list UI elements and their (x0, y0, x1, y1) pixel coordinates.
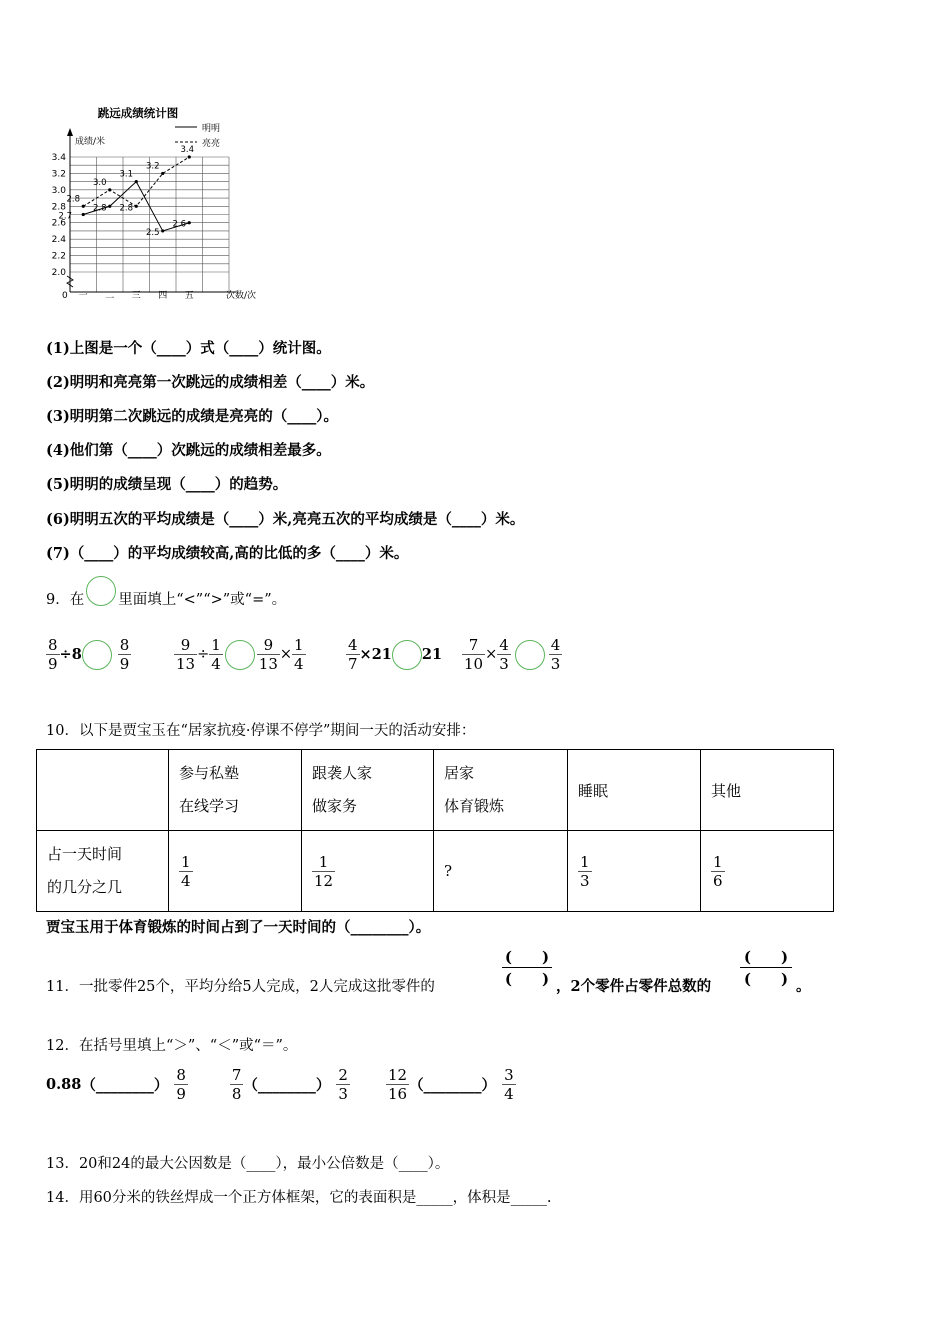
y-tick-label: 3.0 (51, 185, 66, 196)
activity-table (36, 749, 834, 912)
y-tick-label: 3.4 (51, 153, 66, 163)
x-tick-label: 五 (184, 291, 194, 301)
q9-title-pre: 9．在 (46, 592, 85, 608)
fraction: $\frac{2}{3}$ (338, 1066, 348, 1103)
q8-item-5: (5)明明的成绩呈现（____）的趋势。 (46, 476, 288, 493)
x-tick-label: 三 (131, 291, 141, 301)
data-label: 2.8 (66, 194, 81, 205)
operator: ÷8 (59, 646, 82, 663)
data-point (108, 188, 111, 191)
fraction: $\frac{3}{4}$ (504, 1066, 514, 1103)
y-tick-label: 2.4 (51, 235, 66, 246)
data-label: 3.2 (145, 161, 160, 172)
fraction: $\frac{7}{10}$ (464, 636, 484, 673)
data-label: 2.8 (119, 203, 134, 214)
table-cell: $\frac{1}{12}$ (302, 831, 434, 912)
q9-title-post: 里面填上“<”“>”或“=”。 (118, 592, 287, 608)
fraction: $\frac{8}{9}$ (119, 636, 130, 673)
x-axis-title: 次数/次 (226, 291, 257, 301)
data-point (161, 229, 164, 232)
operator: ×21 (359, 646, 392, 663)
q8-item-1: (1)上图是一个（____）式（____）统计图。 (46, 340, 331, 357)
y-tick-label: 2.6 (51, 218, 66, 229)
q12-comparisons (46, 1066, 516, 1103)
table-header-row (37, 750, 834, 831)
fraction: $\frac{7}{8}$ (231, 1066, 242, 1103)
circle-placeholder-icon (86, 576, 116, 606)
x-tick-label: 四 (158, 291, 168, 301)
fraction: $\frac{8}{9}$ (48, 636, 58, 673)
q14-text: 14．用60分米的铁丝焊成一个正方体框架，它的表面积是_____，体积是_____. (46, 1190, 552, 1206)
q11-text-1: 11．一批零件25个，平均分给5人完成，2人完成这批零件的 (46, 979, 435, 995)
compare-circle[interactable] (225, 640, 255, 670)
fraction: $\frac{9}{13}$ (176, 636, 196, 673)
data-label: 3.1 (119, 169, 134, 180)
table-header-cell: 参与私塾 在线学习 (169, 750, 302, 831)
chart-title: 跳远成绩统计图 (97, 106, 179, 120)
legend-label-mingming: 明明 (202, 124, 221, 134)
answer-blank[interactable]: （________） (243, 1077, 331, 1094)
y-tick-label: 2.8 (51, 202, 66, 213)
decimal-value: 0.88 (46, 1076, 82, 1093)
data-point (135, 205, 138, 208)
rhs-value: 21 (421, 646, 443, 663)
data-point (161, 172, 164, 175)
compare-circle[interactable] (82, 640, 112, 670)
table-cell: ? (434, 831, 568, 912)
table-header-cell: 睡眠 (568, 750, 701, 831)
fraction: $\frac{12}{16}$ (387, 1066, 408, 1103)
fraction: $\frac{9}{13}$ (258, 636, 278, 673)
fraction: $\frac{4}{3}$ (550, 636, 561, 673)
q8-item-4: (4)他们第（____）次跳远的成绩相差最多。 (46, 442, 331, 459)
fraction: $\frac{4}{3}$ (499, 636, 509, 673)
y-tick-label: 2.0 (51, 268, 66, 278)
data-point (108, 205, 111, 208)
data-point (82, 205, 85, 208)
q8-item-3: (3)明明第二次跳远的成绩是亮亮的（____）。 (46, 408, 339, 425)
data-label: 3.4 (180, 145, 195, 155)
fraction: $\frac{1}{4}$ (294, 636, 304, 673)
operator: × (485, 646, 498, 663)
q9-expr-2 (174, 636, 306, 673)
q8-item-7: (7)（____）的平均成绩较高,高的比低的多（____）米。 (46, 545, 409, 562)
operator: × (279, 646, 293, 663)
table-header-cell: 居家 体育锻炼 (434, 750, 568, 831)
data-label: 2.5 (145, 227, 160, 238)
answer-blank[interactable]: （________） (81, 1077, 169, 1094)
y-axis-title: 成绩/米 (75, 137, 106, 147)
row-label-cell: 占一天时间 的几分之几 (37, 831, 169, 912)
q8-item-2: (2)明明和亮亮第一次跳远的成绩相差（____）米。 (46, 374, 375, 391)
compare-circle[interactable] (515, 640, 545, 670)
data-point (82, 213, 85, 216)
legend-label-liangliang: 亮亮 (202, 139, 221, 149)
origin-label: 0 (62, 291, 68, 301)
q10-title: 10．以下是贾宝玉在“居家抗疫·停课不停学”期间一天的活动安排： (46, 723, 476, 739)
data-label: 3.0 (92, 177, 107, 188)
data-point (188, 155, 191, 158)
q9-expr-3 (346, 636, 442, 673)
y-tick-label: 2.2 (51, 251, 66, 262)
y-tick-label: 3.2 (51, 169, 66, 180)
compare-circle[interactable] (392, 640, 422, 670)
data-label: 2.6 (172, 219, 187, 230)
axis-break-mark (67, 276, 73, 287)
y-axis-arrow (67, 128, 73, 136)
table-corner-cell (37, 750, 169, 831)
fraction: $\frac{1}{4}$ (211, 636, 221, 673)
data-point (188, 221, 191, 224)
q13-text: 13．20和24的最大公因数是（____），最小公倍数是（____）。 (46, 1156, 450, 1172)
jump-chart (40, 100, 270, 310)
table-header-cell: 其他 (701, 750, 834, 831)
table-cell: $\frac{1}{6}$ (701, 831, 834, 912)
fraction: $\frac{8}{9}$ (176, 1066, 186, 1103)
table-header-cell: 跟袭人家 做家务 (302, 750, 434, 831)
table-cell: $\frac{1}{3}$ (568, 831, 701, 912)
q9-expr-4 (462, 636, 562, 673)
table-row (37, 831, 834, 912)
q11-text-2: ，2个零件占零件总数的 (556, 978, 712, 995)
q9-expr-1 (46, 636, 131, 673)
answer-blank[interactable]: （________） (409, 1077, 497, 1094)
q11-text-3: 。 (796, 978, 811, 995)
data-label: 2.7 (58, 211, 73, 222)
chart-series (58, 145, 194, 238)
q9-title (46, 588, 286, 609)
q10-question: 贾宝玉用于体育锻炼的时间占到了一天时间的（________）。 (46, 919, 431, 936)
operator: ÷ (197, 646, 210, 663)
q11-fraction-blank-1[interactable]: ( ) ( ) (502, 946, 552, 989)
table-cell: $\frac{1}{4}$ (169, 831, 302, 912)
data-point (135, 180, 138, 183)
x-tick-label: 二 (105, 291, 115, 301)
q8-item-6: (6)明明五次的平均成绩是（____）米,亮亮五次的平均成绩是（____）米。 (46, 511, 525, 528)
q11-fraction-blank-2[interactable]: ( ) ( ) (740, 946, 792, 989)
x-tick-label: 一 (78, 291, 88, 301)
q12-title: 12．在括号里填上“＞”、“＜”或“＝”。 (46, 1038, 298, 1054)
fraction: $\frac{4}{7}$ (348, 636, 358, 673)
data-label: 2.8 (92, 203, 107, 214)
